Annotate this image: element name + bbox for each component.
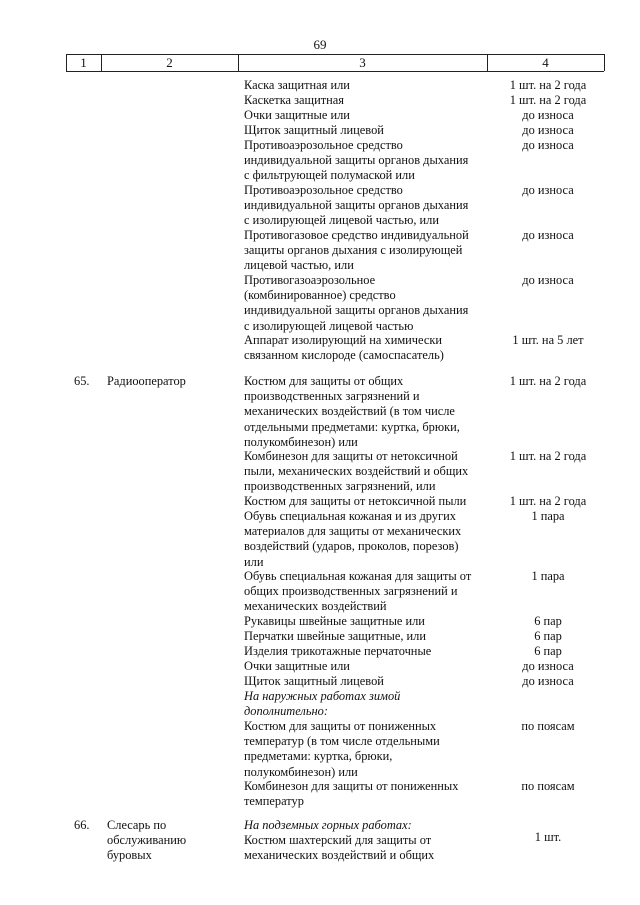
item-text: Щиток защитный лицевой — [244, 674, 384, 688]
item-norm: до износа — [522, 108, 574, 122]
item-norm: 1 шт. на 2 года — [509, 78, 587, 92]
header-col-1: 1 — [80, 55, 87, 70]
header-col-2: 2 — [166, 55, 173, 70]
item-norm: до износа — [522, 228, 574, 242]
item-text: Костюм шахтерский для защиты от механических воздействий и общих — [244, 833, 435, 863]
item-norm: до износа — [522, 183, 574, 197]
item-text: Изделия трикотажные перчаточные — [244, 644, 432, 658]
subheading-text: На подземных горных работах: — [244, 818, 412, 832]
item-norm: 6 пар — [534, 629, 562, 643]
item-norm: по поясам — [521, 719, 575, 733]
item-text: Противогазовое средство индивидуальной защиты органов дыхания с изолирующей лицевой частью, или — [244, 228, 469, 273]
item-text: Комбинезон для защиты от нетоксичной пыли, механических воздействий и общих производственных загрязнений, или — [244, 449, 469, 494]
item-text: Аппарат изолирующий на химически связанном кислороде (самоспасатель) — [244, 333, 444, 363]
page-number: 69 — [313, 37, 327, 52]
item-norm: до износа — [522, 123, 574, 137]
profession-name: Радиооператор — [107, 374, 186, 388]
item-norm: 1 шт. на 2 года — [509, 93, 587, 107]
item-norm: 1 пара — [531, 569, 565, 583]
item-norm: 1 шт. на 5 лет — [512, 333, 584, 347]
profession-name: Слесарь по обслуживанию буровых — [107, 818, 187, 863]
header-divider — [604, 54, 605, 71]
header-col-4: 4 — [542, 55, 549, 70]
header-bottom-border — [66, 71, 604, 72]
header-col-3: 3 — [359, 55, 366, 70]
row-number: 65. — [74, 374, 90, 388]
item-norm: до износа — [522, 273, 574, 287]
item-norm: до износа — [522, 659, 574, 673]
item-text: Противогазоаэрозольное (комбинированное) средство индивидуальной защиты органов дыхания с изолирующей лицевой частью — [244, 273, 469, 333]
item-text: Очки защитные или — [244, 108, 350, 122]
item-text: Каска защитная или — [244, 78, 350, 92]
item-norm: 1 пара — [531, 509, 565, 523]
subheading-text: На наружных работах зимой дополнительно: — [244, 689, 401, 719]
item-text: Каскетка защитная — [244, 93, 344, 107]
item-norm: до износа — [522, 138, 574, 152]
item-text: Обувь специальная кожаная для защиты от общих производственных загрязнений и механических воздействий — [244, 569, 472, 614]
item-norm: 1 шт. на 2 года — [509, 494, 587, 508]
item-text: Очки защитные или — [244, 659, 350, 673]
item-text: Комбинезон для защиты от пониженных температур — [244, 779, 459, 809]
item-norm: 1 шт. — [534, 830, 562, 844]
item-norm: 1 шт. на 2 года — [509, 374, 587, 388]
item-norm: 6 пар — [534, 644, 562, 658]
item-text: Щиток защитный лицевой — [244, 123, 384, 137]
item-norm: по поясам — [521, 779, 575, 793]
item-text: Костюм для защиты от общих производственных загрязнений и механических воздействий (в том числе отдельными предметами: куртка, брюки, полукомбинезон) или — [244, 374, 460, 449]
item-text: Противоаэрозольное средство индивидуальной защиты органов дыхания с фильтрующей полумаской или — [244, 138, 469, 183]
item-text: Обувь специальная кожаная и из других материалов для защиты от механических воздействий (ударов, проколов, порезов) или — [244, 509, 462, 569]
item-text: Костюм для защиты от нетоксичной пыли — [244, 494, 467, 508]
item-text: Противоаэрозольное средство индивидуальной защиты органов дыхания с изолирующей лицевой частью, или — [244, 183, 469, 228]
item-norm: до износа — [522, 674, 574, 688]
row-number: 66. — [74, 818, 90, 832]
item-text: Рукавицы швейные защитные или — [244, 614, 425, 628]
item-text: Костюм для защиты от пониженных температур (в том числе отдельными предметами: куртка, брюки, полукомбинезон) или — [244, 719, 440, 779]
item-text: Перчатки швейные защитные, или — [244, 629, 426, 643]
item-norm: 1 шт. на 2 года — [509, 449, 587, 463]
item-norm: 6 пар — [534, 614, 562, 628]
